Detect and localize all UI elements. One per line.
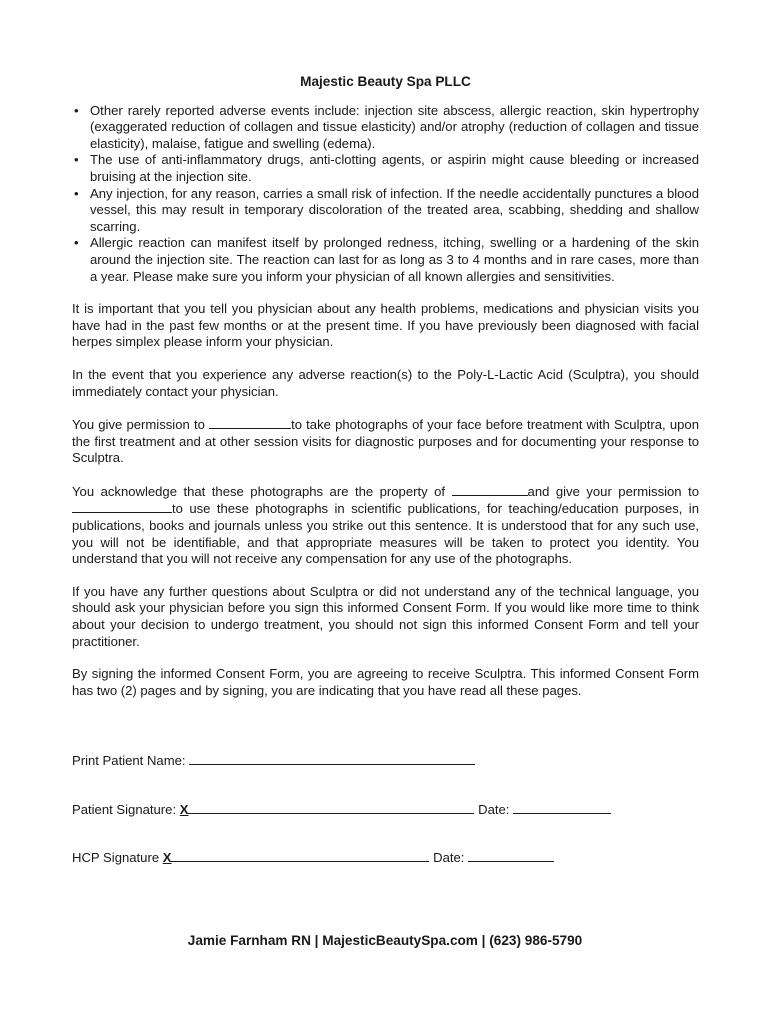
patient-date-field[interactable] bbox=[513, 801, 611, 814]
list-item: • The use of anti-inflammatory drugs, anti-clotting agents, or aspirin might cause bleeding or increased bruising at the injection site. bbox=[72, 152, 699, 185]
patient-date-label: Date: bbox=[474, 802, 514, 817]
signing-agreement-paragraph: By signing the informed Consent Form, you are agreeing to receive Sculptra. This informed Consent Form has two (2) pages and by signing, you are indicating that you have read all these pages. bbox=[72, 666, 699, 698]
hcp-signature-x-mark: X bbox=[162, 850, 172, 865]
hcp-date-label: Date: bbox=[429, 850, 469, 865]
print-patient-name-field[interactable] bbox=[189, 752, 475, 765]
health-disclosure-paragraph: It is important that you tell you physician about any health problems, medications and physician visits you have had in the past few months or at the present time. If you have previously been diagnosed with facial herpes simplex please inform your physician. bbox=[72, 301, 699, 350]
page-title: Majestic Beauty Spa PLLC bbox=[300, 74, 471, 89]
photo-permission-paragraph bbox=[72, 416, 699, 467]
list-item: • Any injection, for any reason, carries a small risk of infection. If the needle accidentally punctures a blood vessel, this may result in temporary discoloration of the treated area, scabbing, shedding and shallow scarring. bbox=[72, 186, 699, 236]
photo-permission-text-a: You give permission to bbox=[72, 417, 210, 433]
print-patient-name-row bbox=[72, 752, 475, 768]
hcp-signature-row bbox=[72, 849, 554, 865]
photo-ownership-paragraph bbox=[72, 483, 699, 568]
questions-paragraph: If you have any further questions about Sculptra or did not understand any of the technical language, you should ask your physician before you sign this informed Consent Form. If you would like more time to think about your decision to undergo treatment, you should not sign this informed Consent Form and tell your practitioner. bbox=[72, 583, 699, 649]
hcp-signature-field[interactable] bbox=[171, 849, 429, 862]
photo-permission-text-b: to take photographs of your face before treatment with Sculptra, upon the first treatment and at other session visits for diagnostic purposes and for documenting your response to Sculptra. bbox=[72, 417, 699, 466]
patient-signature-x-mark: X bbox=[179, 802, 189, 817]
photo-ownership-text-b: and give your permission to bbox=[527, 483, 699, 499]
owner-name-blank[interactable] bbox=[452, 483, 528, 496]
photographer-name-blank[interactable] bbox=[209, 416, 291, 429]
photo-ownership-text-a: You acknowledge that these photographs are the property of bbox=[72, 483, 452, 499]
consent-form-page bbox=[72, 74, 699, 699]
hcp-signature-label: HCP Signature bbox=[72, 850, 163, 865]
patient-signature-row bbox=[72, 801, 611, 817]
print-patient-name-label: Print Patient Name: bbox=[72, 753, 190, 768]
patient-signature-field[interactable] bbox=[188, 801, 474, 814]
list-item: • Other rarely reported adverse events include: injection site abscess, allergic reaction, skin hypertrophy (exaggerated reduction of collagen and tissue elasticity) and/or atrophy (reduction of collagen and tissue elasticity), malaise, fatigue and swelling (edema). bbox=[72, 103, 699, 153]
adverse-events-list bbox=[72, 103, 699, 286]
footer-contact: Jamie Farnham RN | MajesticBeautySpa.com | (623) 986-5790 bbox=[187, 933, 583, 948]
patient-signature-label: Patient Signature: bbox=[72, 802, 180, 817]
hcp-date-field[interactable] bbox=[468, 849, 554, 862]
list-item: • Allergic reaction can manifest itself by prolonged redness, itching, swelling or a hardening of the skin around the injection site. The reaction can last for as long as 3 to 4 months and in rare cases, more than a year. Please make sure you inform your physician of all known allergies and sensitivities. bbox=[72, 235, 699, 285]
adverse-reaction-paragraph: In the event that you experience any adverse reaction(s) to the Poly-L-Lactic Acid (Sculptra), you should immediately contact your physician. bbox=[72, 366, 699, 399]
photo-ownership-text-c: to use these photographs in scientific publications, for teaching/education purposes, in publications, books and journals unless you strike out this sentence. It is understood that for any such use, you will not be identifiable, and that appropriate measures will be taken to protect you identity. You understand that you will not receive any compensation for any use of the photographs. bbox=[72, 501, 699, 567]
publisher-name-blank[interactable] bbox=[72, 500, 172, 513]
